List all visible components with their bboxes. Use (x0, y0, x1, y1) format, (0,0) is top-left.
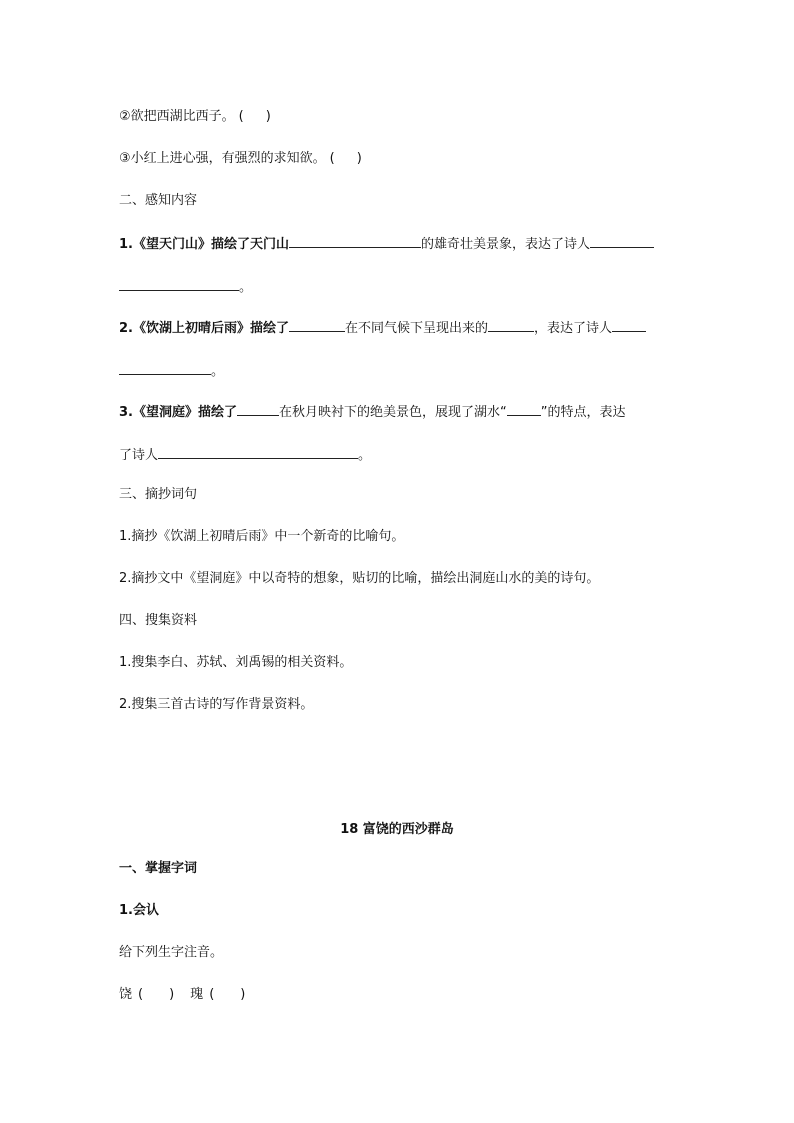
section-2-item-2 (119, 318, 646, 338)
item-text: 3.《望洞庭》描绘了 (119, 405, 237, 420)
close-paren: ) (240, 987, 246, 1002)
section-2-item-1-cont (119, 277, 252, 297)
lesson-sub-heading: 1.会认 (119, 903, 159, 918)
close-paren: ) (265, 109, 271, 124)
section-3-item-1: 1.摘抄《饮湖上初晴后雨》中一个新奇的比喻句。 (119, 529, 405, 544)
open-paren: ( (209, 987, 215, 1002)
section-4-item-2: 2.搜集三首古诗的写作背景资料。 (119, 697, 314, 712)
character-1: 饶 (119, 987, 133, 1002)
section-4-item-1: 1.搜集李白、苏轼、刘禹锡的相关资料。 (119, 655, 353, 670)
close-paren: ) (356, 151, 362, 166)
open-paren: ( (138, 987, 144, 1002)
period: 。 (358, 448, 372, 463)
period: 。 (211, 364, 225, 379)
section-2-item-2-cont (119, 361, 224, 381)
item-text: 在秋月映衬下的绝美景色，展现了湖水“ (278, 405, 507, 420)
section-2-item-3-cont (119, 445, 371, 465)
open-paren: ( (329, 151, 335, 166)
item-text: 的雄奇壮美景象，表达了诗人 (420, 237, 590, 252)
character-2: 瑰 (190, 987, 204, 1002)
period: 。 (239, 280, 253, 295)
question-3-text: ③小红上进心强，有强烈的求知欲。 (119, 151, 326, 166)
lesson-title: 18 富饶的西沙群岛 (340, 822, 454, 837)
item-text: 2.《饮湖上初晴后雨》描绘了 (119, 321, 289, 336)
item-text: 了诗人 (119, 448, 159, 463)
lesson-instruction: 给下列生字注音。 (119, 945, 224, 960)
section-3-heading: 三、摘抄词句 (119, 487, 198, 502)
answer-blank[interactable] (237, 402, 279, 416)
item-text: ”的特点，表达 (540, 405, 626, 420)
answer-blank[interactable] (119, 277, 239, 291)
section-4-heading: 四、搜集资料 (119, 613, 198, 628)
answer-blank[interactable] (590, 234, 654, 248)
item-text: 1.《望天门山》描绘了天门山 (119, 237, 289, 252)
answer-blank[interactable] (612, 318, 646, 332)
section-2-item-3 (119, 402, 625, 422)
answer-blank[interactable] (289, 318, 345, 332)
item-text: ，表达了诗人 (534, 321, 613, 336)
answer-blank[interactable] (507, 402, 541, 416)
answer-blank[interactable] (119, 361, 211, 375)
open-paren: ( (238, 109, 244, 124)
answer-blank[interactable] (158, 445, 358, 459)
section-2-heading: 二、感知内容 (119, 193, 198, 208)
answer-blank[interactable] (488, 318, 534, 332)
section-2-item-1 (119, 234, 654, 254)
question-2-text: ②欲把西湖比西子。 (119, 109, 235, 124)
item-text: 在不同气候下呈现出来的 (344, 321, 488, 336)
lesson-heading: 一、掌握字词 (119, 861, 198, 876)
answer-blank[interactable] (289, 234, 421, 248)
pinyin-row (119, 986, 245, 1004)
question-2 (119, 108, 271, 126)
section-3-item-2: 2.摘抄文中《望洞庭》中以奇特的想象，贴切的比喻，描绘出洞庭山水的美的诗句。 (119, 571, 600, 586)
question-3 (119, 150, 362, 168)
close-paren: ) (169, 987, 175, 1002)
